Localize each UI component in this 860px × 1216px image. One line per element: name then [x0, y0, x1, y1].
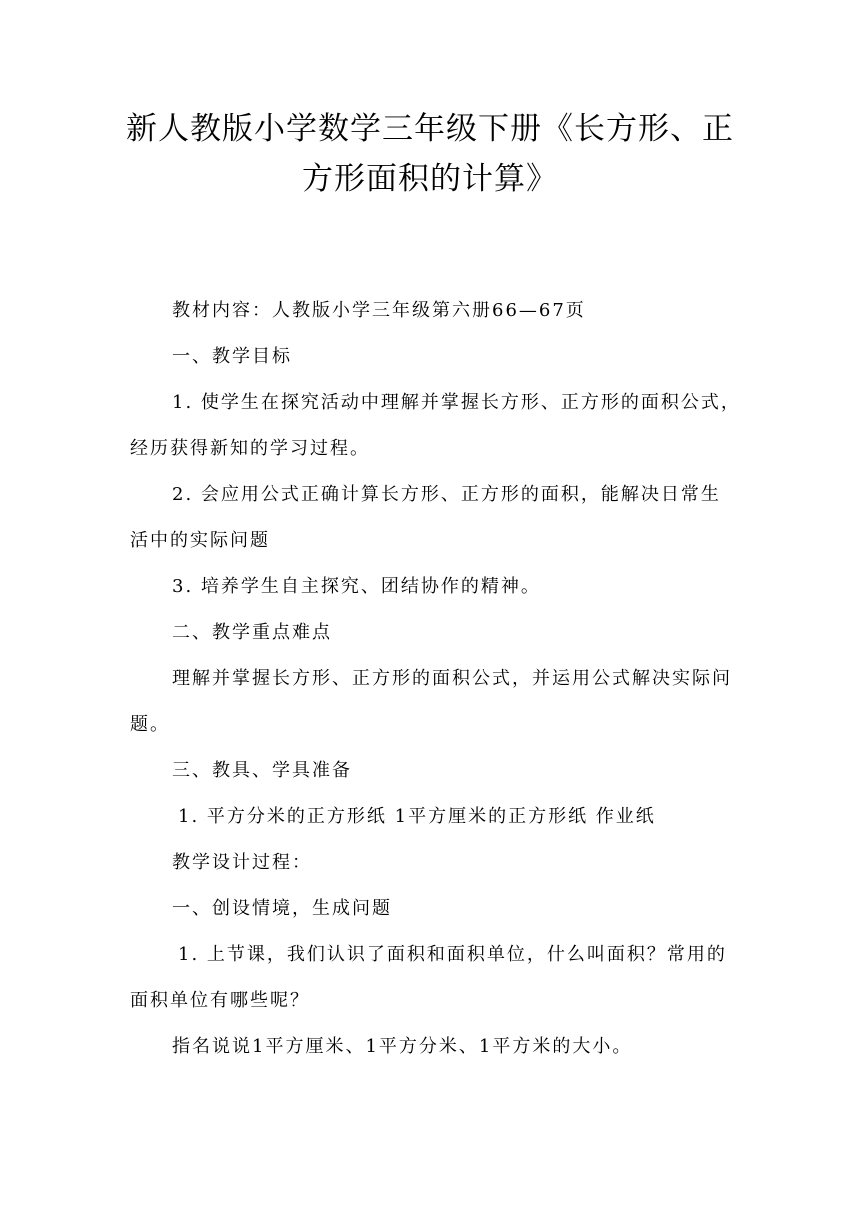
paragraph-line: 经历获得新知的学习过程。 — [130, 438, 370, 459]
paragraph-line: 1. 使学生在探究活动中理解并掌握长方形、正方形的面积公式， — [172, 392, 741, 413]
page-title — [120, 104, 740, 204]
paragraph-line: 1. 平方分米的正方形纸 1平方厘米的正方形纸 作业纸 — [178, 806, 656, 827]
paragraph-line: 二、教学重点难点 — [172, 622, 332, 643]
paragraph-line: 指名说说1平方厘米、1平方分米、1平方米的大小。 — [172, 1036, 633, 1057]
paragraph-line: 2. 会应用公式正确计算长方形、正方形的面积，能解决日常生 — [172, 484, 721, 505]
title-line-2: 方形面积的计算》 — [302, 161, 558, 197]
paragraph-line: 一、教学目标 — [172, 346, 292, 367]
paragraph-line: 1. 上节课，我们认识了面积和面积单位，什么叫面积？常用的 — [178, 944, 727, 965]
paragraph-line: 题。 — [130, 714, 170, 735]
paragraph-line: 教学设计过程： — [172, 852, 312, 873]
paragraph-line: 3. 培养学生自主探究、团结协作的精神。 — [172, 576, 541, 597]
title-line-1: 新人教版小学数学三年级下册《长方形、正 — [126, 111, 734, 147]
paragraph-line: 三、教具、学具准备 — [172, 760, 352, 781]
paragraph-line: 一、创设情境，生成问题 — [172, 898, 392, 919]
paragraph-line: 活中的实际问题 — [130, 530, 270, 551]
paragraph-line: 理解并掌握长方形、正方形的面积公式，并运用公式解决实际问 — [172, 668, 732, 689]
paragraph-line: 教材内容：人教版小学三年级第六册66—67页 — [172, 300, 586, 321]
paragraph-line: 面积单位有哪些呢？ — [130, 990, 310, 1011]
